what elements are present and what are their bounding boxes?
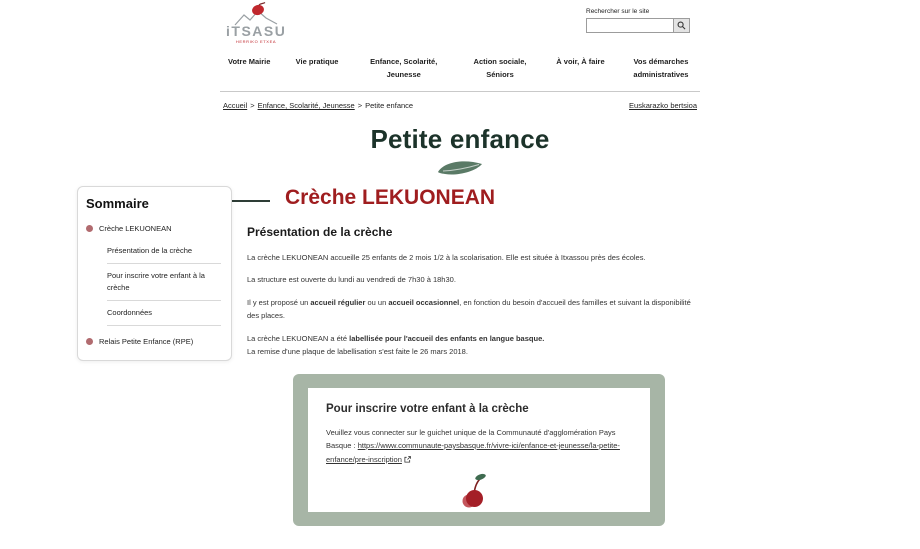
language-switch-link[interactable]: Euskarazko bertsioa (629, 100, 697, 110)
article (220, 186, 700, 526)
title-decoration (220, 158, 700, 178)
paragraph-capacity: La crèche LEKUONEAN accueille 25 enfants de 2 mois 1/2 à la scolarisation. Elle est située à Itxassou près des écoles. (247, 252, 646, 262)
logo-subtitle: HERRIKO ETXEA (235, 39, 277, 44)
page-title: Petite enfance (370, 123, 550, 154)
nav-item-action-sociale-seniors[interactable]: Action sociale, Séniors (473, 57, 527, 79)
bullet-icon (86, 338, 93, 345)
paragraph-accueil-types (247, 296, 700, 323)
nav-item-vie-pratique[interactable]: Vie pratique (295, 57, 339, 66)
search-input[interactable] (586, 18, 674, 33)
breadcrumb (220, 101, 700, 110)
sommaire-item-relais-petite-enfance[interactable] (86, 333, 221, 350)
inscription-callout-inner (308, 388, 650, 512)
section-heading-presentation: Présentation de la crèche (247, 224, 393, 239)
paragraph-label-basque (247, 332, 700, 359)
nav-item-a-voir-a-faire[interactable]: À voir, À faire (556, 57, 605, 66)
text-run: ou un (365, 297, 389, 307)
breadcrumb-separator: > (357, 100, 363, 110)
content-area (86, 185, 700, 526)
search-icon (677, 21, 686, 30)
text-run: Il y est proposé un (247, 297, 311, 307)
sommaire-subitem-coordonnees[interactable]: Coordonnées (107, 301, 221, 326)
sommaire-item-label: Crèche LEKUONEAN (99, 223, 172, 233)
link-text: https://www.communaute-paysbasque.fr/vivre-ici/enfance-et-jeunesse/la-petite-enfance/pre-inscription (326, 441, 620, 464)
bullet-icon (86, 225, 93, 232)
sommaire-subitem-inscription[interactable]: Pour inscrire votre enfant à la crèche (107, 264, 221, 301)
nav-item-votre-mairie[interactable]: Votre Mairie (228, 57, 271, 66)
callout-text (326, 426, 632, 467)
site-logo[interactable] (226, 2, 286, 44)
breadcrumb-separator: > (250, 100, 255, 110)
leaf-icon (435, 158, 485, 177)
nav-item-enfance-scolarite-jeunesse[interactable]: Enfance, Scolarité, Jeunesse (370, 57, 438, 79)
text-run-bold: accueil régulier (310, 297, 366, 307)
site-search (586, 8, 690, 33)
sommaire-item-creche-lekuonean[interactable] (86, 220, 221, 237)
article-title (247, 186, 700, 210)
sommaire-title: Sommaire (86, 195, 149, 211)
logo-wordmark: iTSASU (226, 23, 287, 39)
cherry-icon (460, 473, 486, 509)
text-run: Veuillez vous connecter sur le guichet unique de la Communauté d'agglomération Pays Basque : (326, 427, 616, 450)
search-button[interactable] (674, 18, 690, 33)
pre-inscription-link[interactable] (326, 441, 620, 464)
paragraph-hours: La structure est ouverte du lundi au vendredi de 7h30 à 18h30. (247, 275, 456, 284)
text-run: La remise d'une plaque de labellisation s'est faite le 26 mars 2018. (247, 347, 468, 356)
breadcrumb-link-accueil[interactable]: Accueil (223, 100, 248, 110)
main-nav (220, 50, 700, 92)
sommaire-item-label: Relais Petite Enfance (RPE) (99, 336, 194, 346)
heading-dash-decoration (232, 200, 270, 202)
sommaire-subitem-presentation[interactable]: Présentation de la crèche (107, 239, 221, 264)
text-run-bold: labellisée pour l'accueil des enfants en langue basque. (349, 333, 545, 343)
breadcrumb-current: Petite enfance (365, 100, 414, 110)
header (220, 0, 700, 50)
sommaire-panel (77, 186, 232, 361)
text-run: La crèche LEKUONEAN a été (247, 333, 350, 343)
external-link-icon (404, 456, 411, 463)
search-label: Rechercher sur le site (586, 8, 650, 15)
article-title-text: Crèche LEKUONEAN (285, 185, 496, 209)
text-run-bold: accueil occasionnel (388, 297, 460, 307)
sommaire-sublist (107, 239, 221, 326)
breadcrumb-link-enfance[interactable]: Enfance, Scolarité, Jeunesse (257, 100, 355, 110)
inscription-callout-box (293, 374, 665, 526)
text-run: , en fonction du besoin d'accueil des familles et suivant la disponibilité des places. (247, 297, 691, 320)
nav-item-vos-demarches[interactable]: Vos démarches administratives (633, 57, 689, 79)
callout-title: Pour inscrire votre enfant à la crèche (326, 402, 529, 415)
